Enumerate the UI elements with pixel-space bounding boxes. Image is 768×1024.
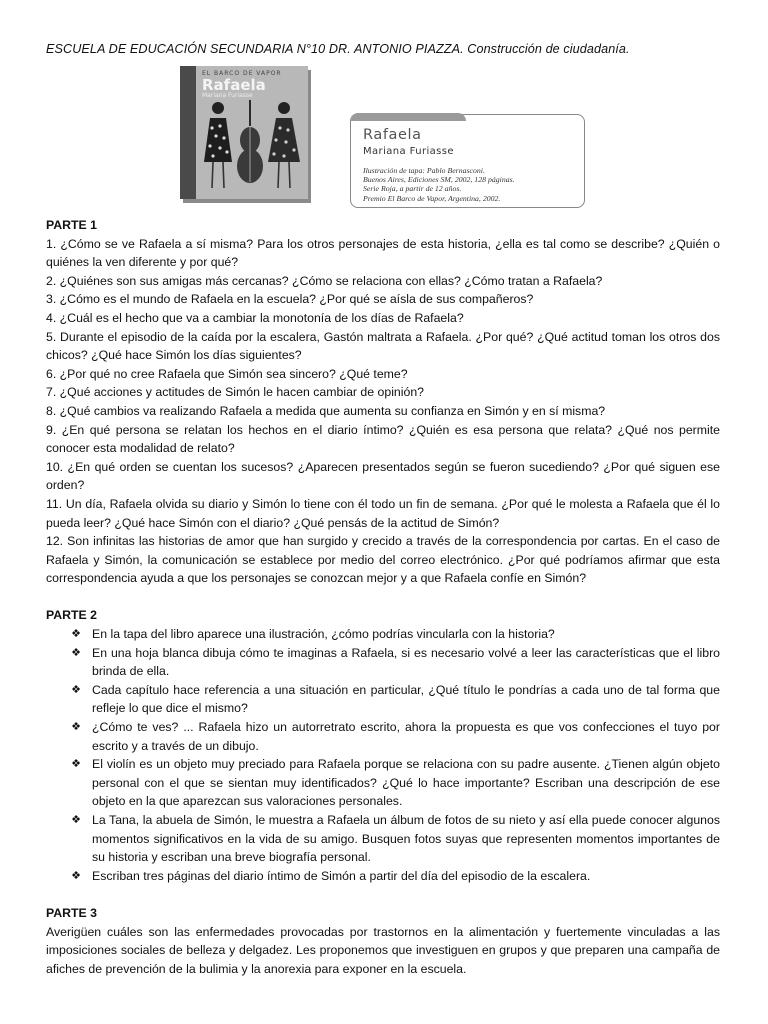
book-figure <box>46 66 720 216</box>
question-item: 8. ¿Qué cambios va realizando Rafaela a medida que aumenta su confianza en Simón y en sí misma? <box>46 403 606 418</box>
activity-item <box>71 625 720 644</box>
question-item: 5. Durante el episodio de la caída por la escalera, Gastón maltrata a Rafaela. ¿Por qué? ¿Qué actitud toman los otros dos chicos? ¿Qué hace Simón los días siguientes? <box>46 329 720 363</box>
section-gap <box>46 588 720 607</box>
activity-text: ¿Cómo te ves? ... Rafaela hizo un autorretrato escrito, ahora la propuesta es que vos confecciones el tuyo por escrito y a través de un dibujo. <box>92 720 720 753</box>
activity-text: El violín es un objeto muy preciado para Rafaela porque se relaciona con su padre ausente. ¿Tienen algún objeto personal con el que se sientan muy identificados? ¿Qué lo hace importante? Escriban una descripción de ese objeto en la que aparezcan sus valoraciones personales. <box>92 757 720 809</box>
activity-text: Cada capítulo hace referencia a una situación en particular, ¿Qué título le pondrías a cada uno de tal forma que refleje lo que dice el mismo? <box>92 682 720 716</box>
parte-2-activities <box>46 625 720 885</box>
book-card-title: Rafaela <box>363 127 422 143</box>
book-card-author: Mariana Furiasse <box>363 146 454 157</box>
parte-1-questions <box>46 235 720 588</box>
question-item: 3. ¿Cómo es el mundo de Rafaela en la escuela? ¿Por qué se aísla de sus compañeros? <box>46 292 534 307</box>
diamond-bullet-icon: ❖ <box>71 868 81 882</box>
question-item: 12. Son infinitas las historias de amor que han surgido y crecido a través de la correspondencia por cartas. En el caso de Rafaela y Simón, la comunicación se establece por medio del correo electrónico. ¿Por qué podríamos afirmar que esta correspondencia ayuda a que los personajes se conozcan mejor y a que Rafaela confíe en Simón? <box>46 534 720 586</box>
diamond-bullet-icon: ❖ <box>71 720 81 734</box>
book-cover-image <box>180 66 308 199</box>
question-item: 4. ¿Cuál es el hecho que va a cambiar la monotonía de los días de Rafaela? <box>46 310 464 325</box>
activity-item <box>71 811 720 867</box>
activity-text: En la tapa del libro aparece una ilustración, ¿cómo podrías vincularla con la historia? <box>92 627 555 642</box>
question-item: 1. ¿Cómo se ve Rafaela a sí misma? Para los otros personajes de esta historia, ¿ella es tal como se describe? ¿Quién o quiénes la ven diferente y por qué? <box>46 236 720 270</box>
book-card-info-line: Ilustración de tapa: Pablo Bernasconi. <box>363 166 485 175</box>
book-card-info <box>363 166 515 203</box>
book-cover-title: Rafaela <box>202 76 266 94</box>
book-cover-series: EL BARCO DE VAPOR <box>202 70 282 77</box>
book-cover-illustration <box>196 96 308 199</box>
activity-item <box>71 718 720 755</box>
activity-item <box>71 755 720 811</box>
book-spine <box>180 66 196 199</box>
question-item: 11. Un día, Rafaela olvida su diario y Simón lo tiene con él todo un fin de semana. ¿Por qué le molesta a Rafaela que él lo pueda leer? ¿Qué hace Simón con el diario? ¿Qué pensás de la actitud de Simón? <box>46 496 720 530</box>
diamond-bullet-icon: ❖ <box>71 645 81 659</box>
question-item: 7. ¿Qué acciones y actitudes de Simón le hacen cambiar de opinión? <box>46 385 425 400</box>
activity-item <box>71 681 720 718</box>
activity-text: Escriban tres páginas del diario íntimo de Simón a partir del día del episodio de la escalera. <box>92 868 591 883</box>
question-item: 2. ¿Quiénes son sus amigas más cercanas? ¿Cómo se relaciona con ellas? ¿Cómo tratan a Rafaela? <box>46 273 603 288</box>
document-page <box>46 40 720 978</box>
parte-3-title: PARTE 3 <box>46 905 98 920</box>
question-item: 6. ¿Por qué no cree Rafaela que Simón sea sincero? ¿Qué teme? <box>46 366 408 381</box>
activity-item <box>71 644 720 681</box>
question-item: 9. ¿En qué persona se relatan los hechos en el diario íntimo? ¿Quién es esa persona que relata? ¿Qué nos permite conocer esta modalidad de relato? <box>46 422 720 456</box>
book-info-card-tab <box>350 113 466 121</box>
parte-3-text: Averigüen cuáles son las enfermedades provocadas por trastornos en la alimentación y fuertemente vinculadas a las imposiciones sociales de belleza y delgadez. Les proponemos que investiguen en grupos y que preparen una campaña de afiches de prevención de la bulimia y la anorexia para exponer en la escuela. <box>46 924 720 976</box>
diamond-bullet-icon: ❖ <box>71 757 81 771</box>
section-gap <box>46 885 720 904</box>
activity-item <box>71 867 720 886</box>
parte-2-title: PARTE 2 <box>46 608 98 623</box>
activity-text: La Tana, la abuela de Simón, le muestra a Rafaela un álbum de fotos de su nieto y así ella puede conocer algunos momentos significativos en la vida de su amigo. Busquen fotos suyas que representen momentos importantes de su historia y escriban una breve biografía personal. <box>92 813 720 865</box>
document-header: ESCUELA DE EDUCACIÓN SECUNDARIA N°10 DR. ANTONIO PIAZZA. Construcción de ciudadanía. <box>46 42 630 56</box>
diamond-bullet-icon: ❖ <box>71 627 81 641</box>
book-card-info-line: Serie Roja, a partir de 12 años. <box>363 184 462 194</box>
activity-text: En una hoja blanca dibuja cómo te imaginas a Rafaela, si es necesario volvé a leer las características que el libro brinda de ella. <box>92 645 720 679</box>
parte-1-title: PARTE 1 <box>46 218 98 232</box>
book-card-info-line: Buenos Aires, Ediciones SM, 2002, 128 páginas. <box>363 175 515 185</box>
book-info-card <box>350 114 585 208</box>
diamond-bullet-icon: ❖ <box>71 682 81 696</box>
question-item: 10. ¿En qué orden se cuentan los sucesos? ¿Aparecen presentados según se fueron sucediendo? ¿Por qué siguen ese orden? <box>46 459 720 493</box>
book-card-info-line: Premio El Barco de Vapor, Argentina, 2002. <box>363 193 501 203</box>
book-cover-author: Mariana Furiasse <box>202 92 253 99</box>
diamond-bullet-icon: ❖ <box>71 813 81 826</box>
